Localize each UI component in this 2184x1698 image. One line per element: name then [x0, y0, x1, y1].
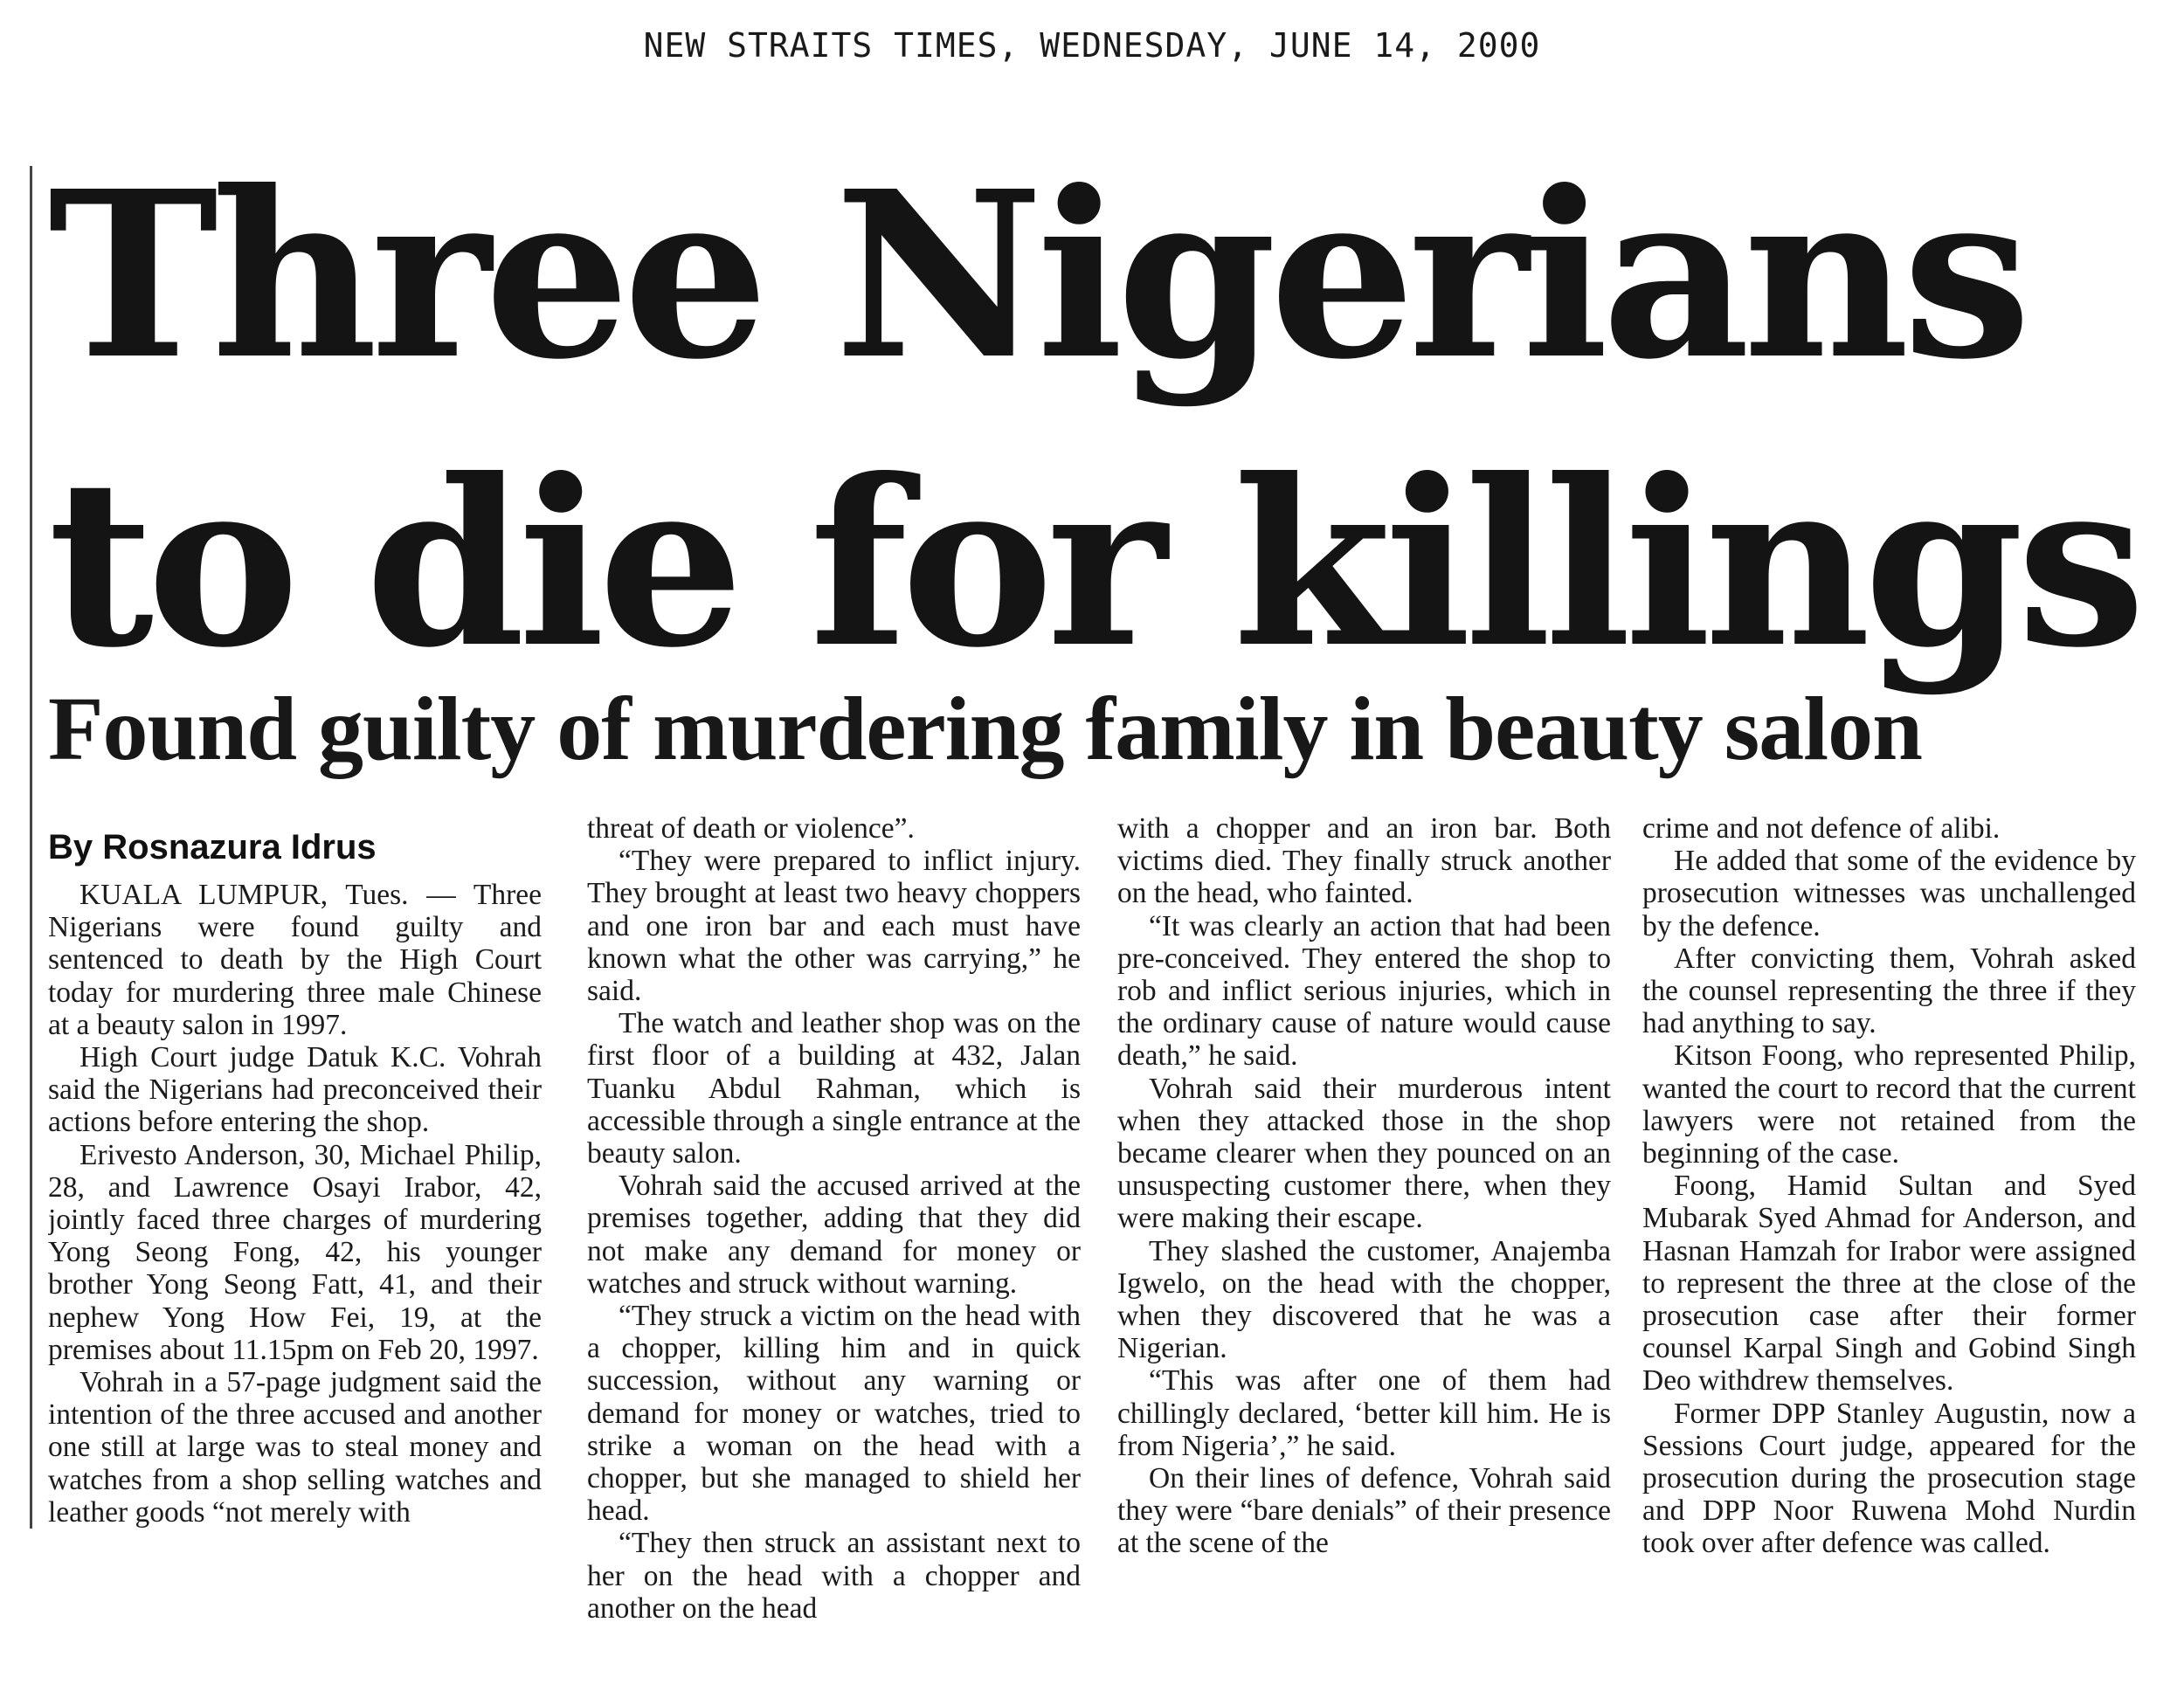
- masthead: NEW STRAITS TIMES, WEDNESDAY, JUNE 14, 2000: [643, 26, 1541, 65]
- paragraph: Vohrah said their murderous intent when they attacked those in the shop became clearer when they pounced on an unsuspecting customer there, when they were making their escape.: [1117, 1072, 1611, 1235]
- headline-line-1: Three Nigerians: [48, 141, 2025, 410]
- article-column-2: [587, 812, 1081, 1668]
- paragraph: “They were prepared to inflict injury. They brought at least two heavy choppers and one iron bar and each must have known what the other was carrying,” he said.: [587, 845, 1081, 1008]
- paragraph: On their lines of defence, Vohrah said they were “bare denials” of their presence at the scene of the: [1117, 1462, 1611, 1560]
- byline: By Rosnazura Idrus: [48, 828, 377, 866]
- headline-line-2: to die for killings: [48, 429, 2139, 698]
- paragraph: Vohrah in a 57-page judgment said the intention of the three accused and another one still at large was to steal money and watches from a shop selling watches and leather goods “not merely with: [48, 1366, 542, 1529]
- paragraph: “They then struck an assistant next to her on the head with a chopper and another on the head: [587, 1527, 1081, 1625]
- paragraph: “This was after one of them had chillingly declared, ‘better kill him. He is from Nigeria’,” he said.: [1117, 1364, 1611, 1462]
- paragraph-continuation: crime and not defence of alibi.: [1642, 812, 2001, 845]
- paragraph: Erivesto Anderson, 30, Michael Philip, 28, and Lawrence Osayi Irabor, 42, jointly faced three charges of murdering Yong Seong Fong, 42, his younger brother Yong Seong Fatt, 41, and their nephew Yong How Fei, 19, at the premises about 11.15pm on Feb 20, 1997.: [48, 1138, 542, 1366]
- article-column-3: [1117, 812, 1611, 1668]
- paragraph: High Court judge Datuk K.C. Vohrah said the Nigerians had preconceived their actions before entering the shop.: [48, 1041, 542, 1139]
- paragraph-continuation: with a chopper and an iron bar. Both victims died. They finally struck another on the head, who fainted.: [1117, 812, 1611, 910]
- paragraph: After convicting them, Vohrah asked the counsel representing the three if they had anything to say.: [1642, 942, 2136, 1040]
- column-rule: [30, 166, 32, 1529]
- paragraph: Former DPP Stanley Augustin, now a Sessions Court judge, appeared for the prosecution during the prosecution stage and DPP Noor Ruwena Mohd Nurdin took over after defence was called.: [1642, 1397, 2136, 1560]
- paragraph: Kitson Foong, who represented Philip, wanted the court to record that the current lawyers were not retained from the beginning of the case.: [1642, 1039, 2136, 1170]
- paragraph: They slashed the customer, Anajemba Igwelo, on the head with the chopper, when they discovered that he was a Nigerian.: [1117, 1234, 1611, 1365]
- article-column-1: [48, 812, 542, 1668]
- paragraph: “It was clearly an action that had been pre-conceived. They entered the shop to rob and inflict serious injuries, which in the ordinary cause of nature would cause death,” he said.: [1117, 909, 1611, 1073]
- paragraph: Vohrah said the accused arrived at the premises together, adding that they did not make any demand for money or watches and struck without warning.: [587, 1170, 1081, 1300]
- paragraph: KUALA LUMPUR, Tues. — Three Nigerians were found guilty and sentenced to death by the High Court today for murdering three male Chinese at a beauty salon in 1997.: [48, 879, 542, 1041]
- paragraph: Foong, Hamid Sultan and Syed Mubarak Syed Ahmad for Anderson, and Hasnan Hamzah for Irabor were assigned to represent the three at the close of the prosecution case after their former counsel Karpal Singh and Gobind Singh Deo withdrew themselves.: [1642, 1170, 2136, 1398]
- paragraph: The watch and leather shop was on the first floor of a building at 432, Jalan Tuanku Abdul Rahman, which is accessible through a single entrance at the beauty salon.: [587, 1007, 1081, 1170]
- subheadline: Found guilty of murdering family in beauty salon: [48, 679, 1922, 779]
- article-column-4: [1642, 812, 2136, 1668]
- paragraph: “They struck a victim on the head with a chopper, killing him and in quick succession, without any warning or demand for money or watches, tried to strike a woman on the head with a chopper, but she managed to shield her head.: [587, 1300, 1081, 1528]
- headline: [48, 131, 2145, 708]
- paragraph-continuation: threat of death or violence”.: [587, 812, 915, 845]
- paragraph: He added that some of the evidence by prosecution witnesses was unchallenged by the defence.: [1642, 845, 2136, 942]
- article-body: [48, 812, 2145, 1668]
